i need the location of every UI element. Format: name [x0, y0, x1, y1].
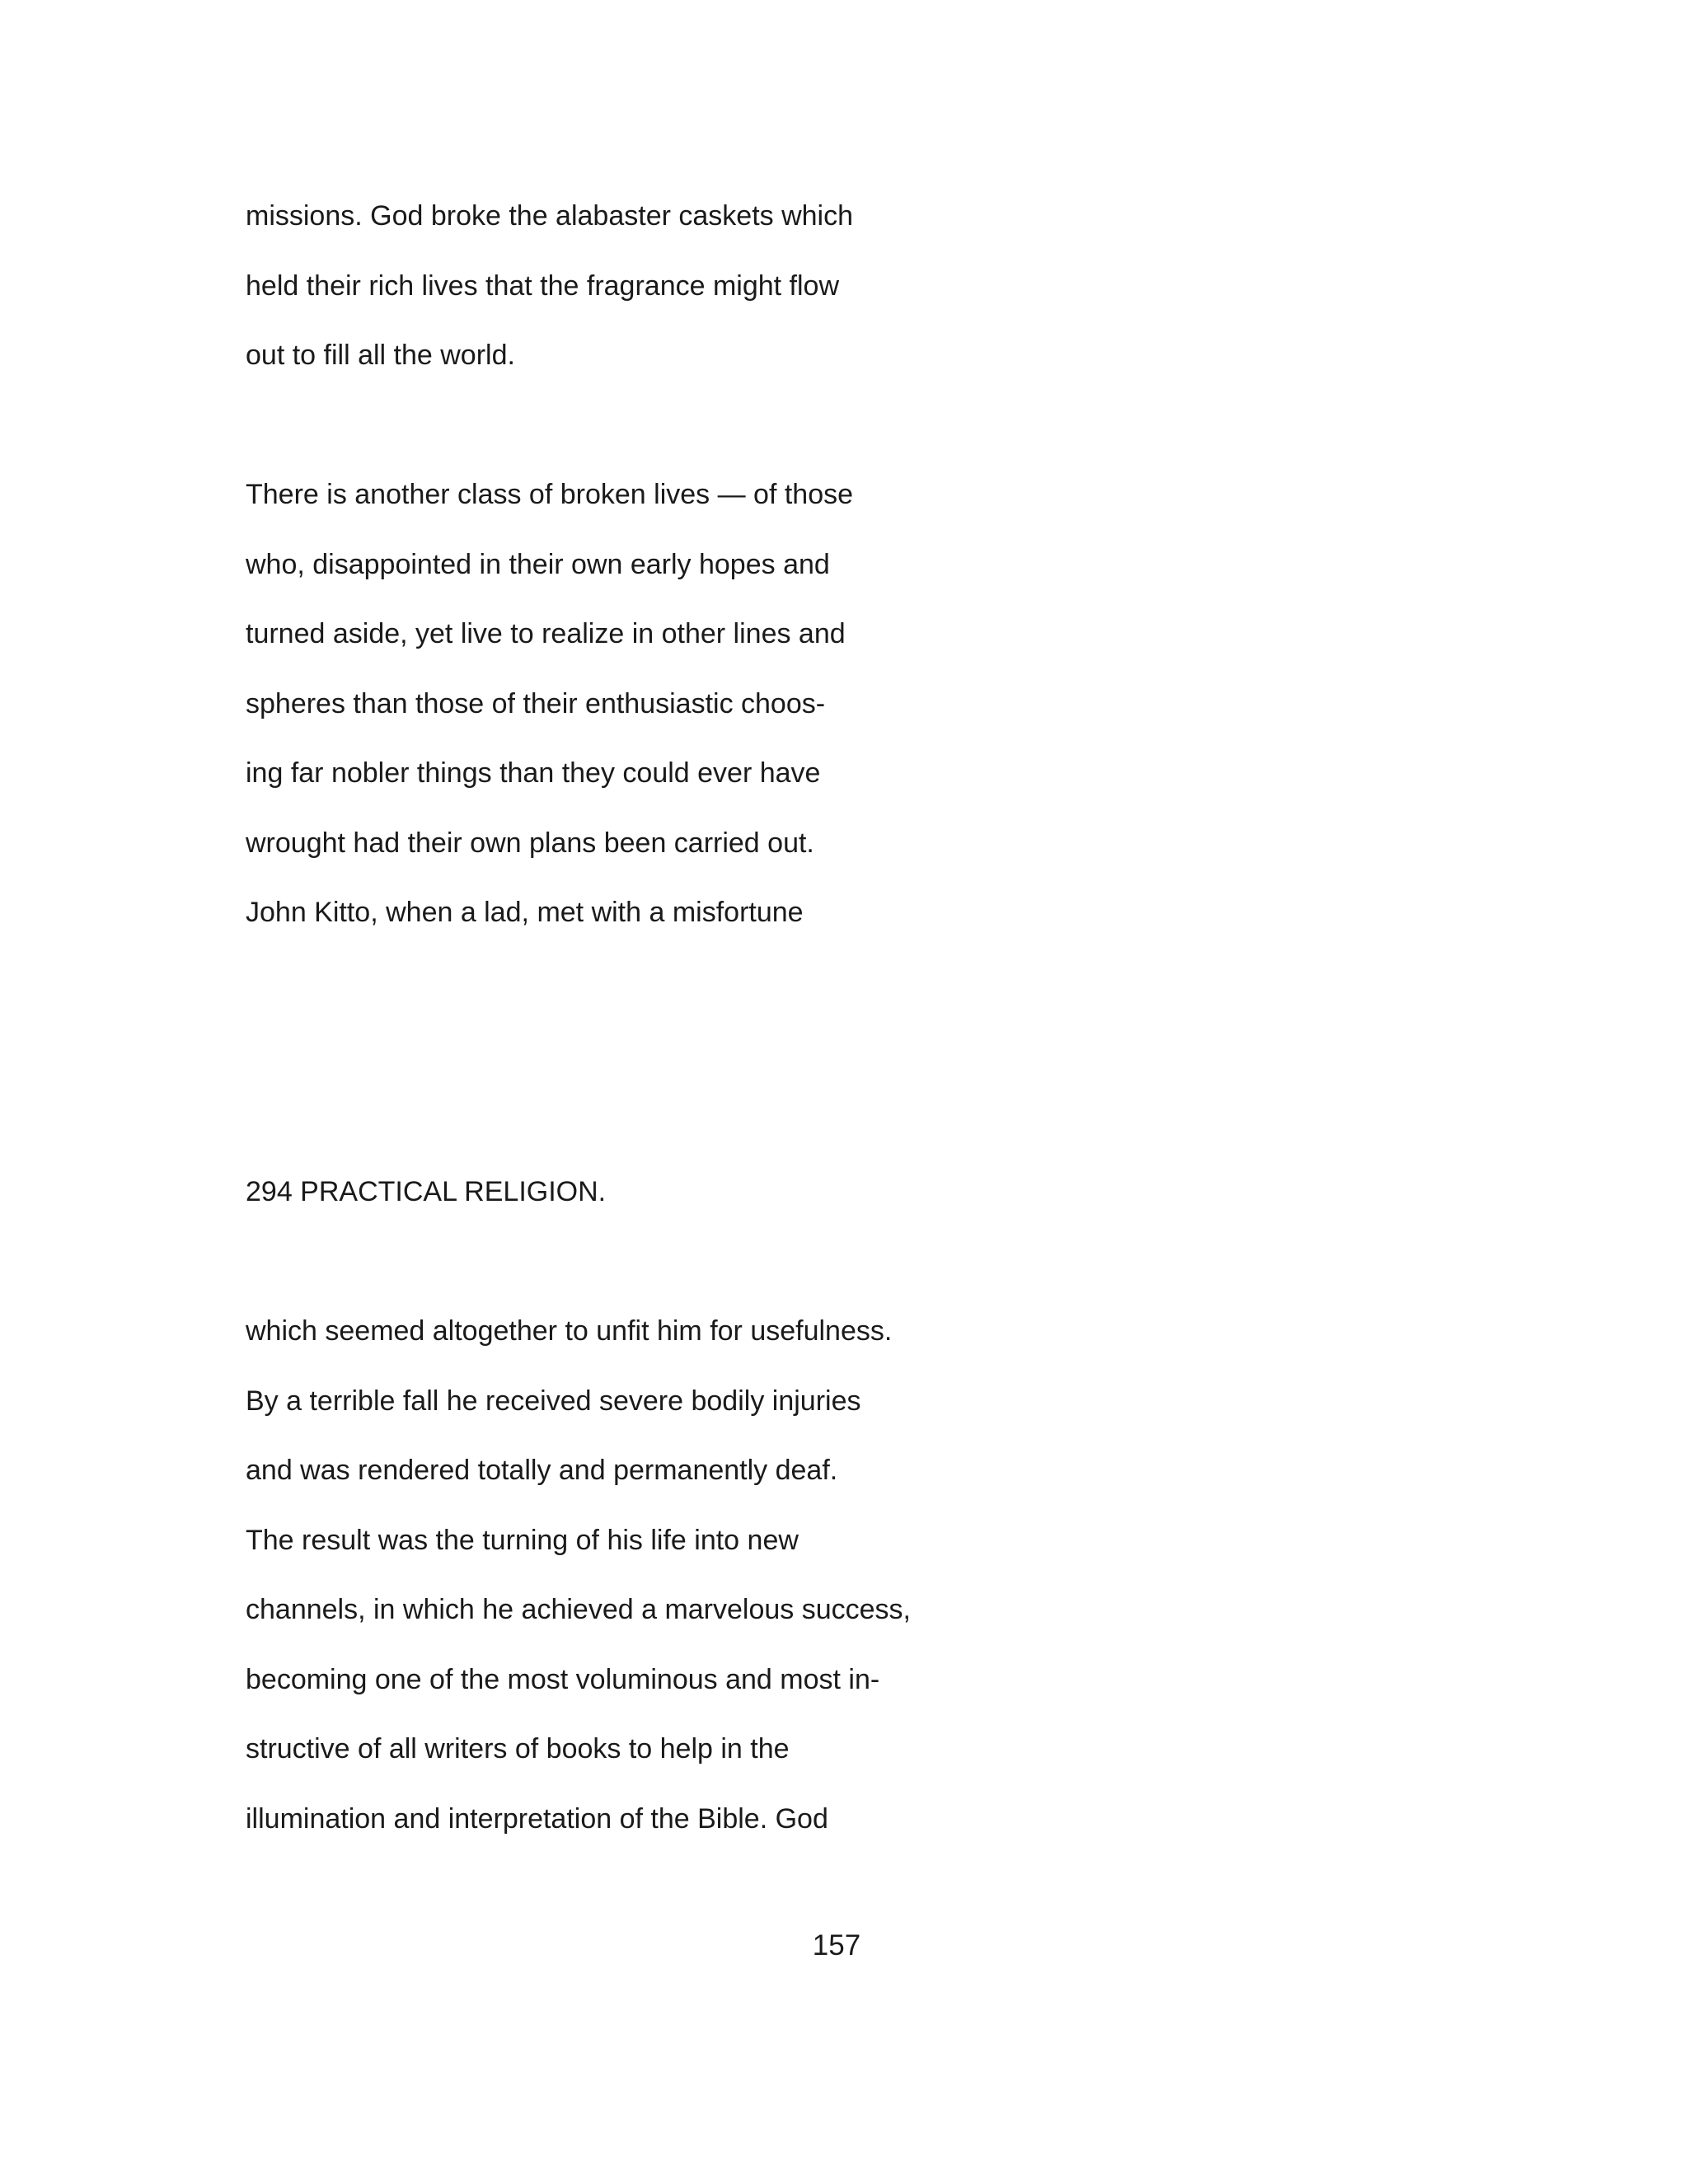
text-line: turned aside, yet live to realize in other lines and	[246, 618, 846, 649]
text-line: who, disappointed in their own early hopes and	[246, 549, 830, 580]
page-number: 157	[812, 1929, 861, 1961]
text-line: By a terrible fall he received severe bodily injuries	[246, 1385, 861, 1417]
text-line: missions. God broke the alabaster caskets which	[246, 200, 854, 232]
text-line: becoming one of the most voluminous and most in-	[246, 1664, 880, 1695]
text-line: wrought had their own plans been carried out.	[246, 827, 814, 859]
text-line: and was rendered totally and permanently deaf.	[246, 1455, 838, 1486]
text-line: illumination and interpretation of the Bible. God	[246, 1803, 828, 1835]
running-header: 294 PRACTICAL RELIGION.	[246, 1176, 607, 1207]
text-line: John Kitto, when a lad, met with a misfortune	[246, 897, 804, 928]
text-line: structive of all writers of books to help in the	[246, 1733, 790, 1765]
text-line: held their rich lives that the fragrance might flow	[246, 270, 840, 302]
text-line: which seemed altogether to unfit him for usefulness.	[246, 1315, 893, 1347]
text-line: ing far nobler things than they could ever have	[246, 757, 821, 789]
text-line: out to fill all the world.	[246, 340, 515, 371]
text-line: spheres than those of their enthusiastic choos-	[246, 688, 826, 719]
text-line: There is another class of broken lives — of those	[246, 479, 854, 510]
text-line: channels, in which he achieved a marvelous success,	[246, 1594, 911, 1625]
text-line: The result was the turning of his life into new	[246, 1525, 799, 1556]
